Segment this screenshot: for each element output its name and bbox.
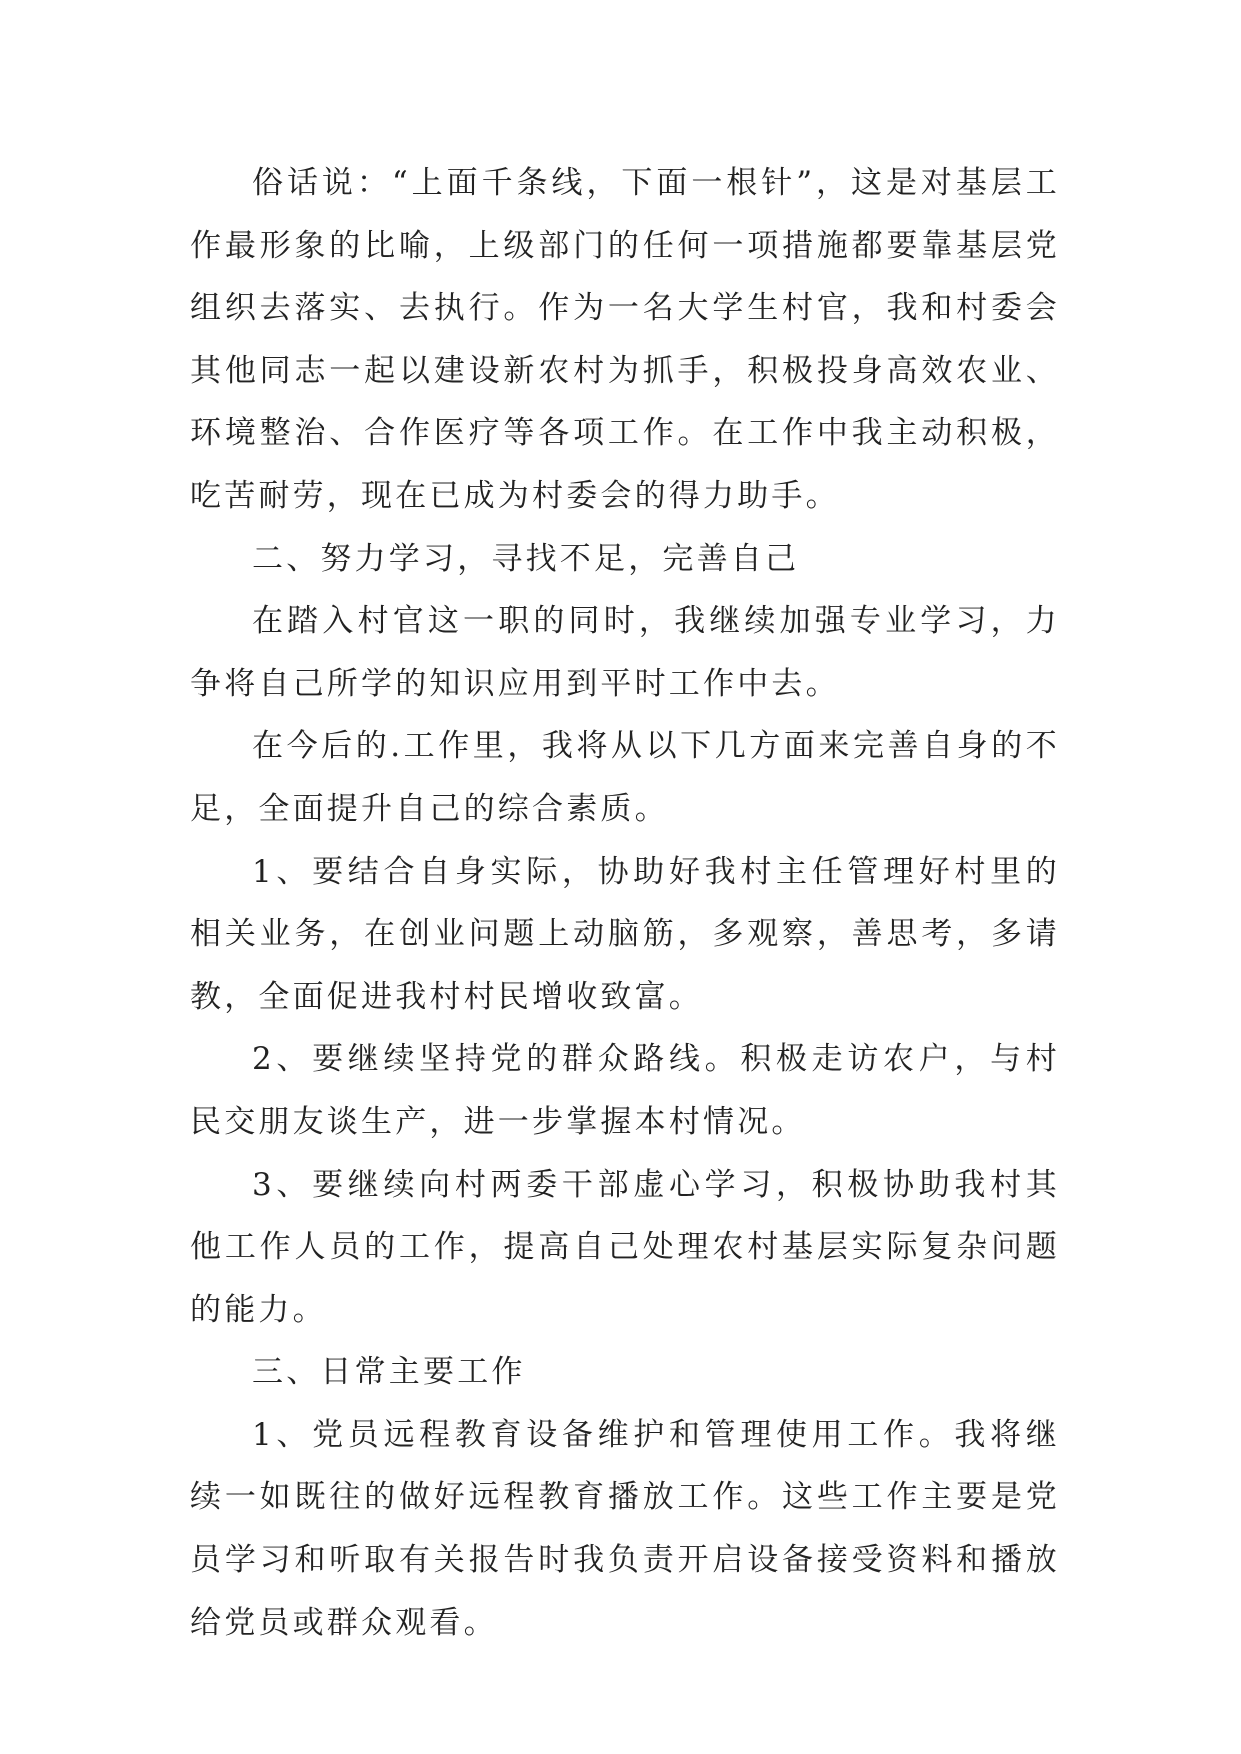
paragraph-improve: 在今后的.工作里，我将从以下几方面来完善自身的不足，全面提升自己的综合素质。	[190, 728, 1060, 827]
daily-work-item-1: 1、党员远程教育设备维护和管理使用工作。我将继续一如既往的做好远程教育播放工作。这些工作主要是党员学习和听取有关报告时我负责开启设备接受资料和播放给党员或群众观看。	[190, 1416, 1060, 1641]
section-heading-2: 二、努力学习，寻找不足，完善自己	[252, 540, 800, 577]
list-item-1: 1、要结合自身实际，协助好我村主任管理好村里的相关业务，在创业问题上动脑筋，多观察，善思考，多请教，全面促进我村村民增收致富。	[190, 853, 1060, 1015]
list-item-2: 2、要继续坚持党的群众路线。积极走访农户，与村民交朋友谈生产，进一步掌握本村情况。	[190, 1041, 1060, 1140]
section-heading-3: 三、日常主要工作	[252, 1354, 526, 1391]
paragraph-study: 在踏入村官这一职的同时，我继续加强专业学习，力争将自己所学的知识应用到平时工作中去。	[190, 603, 1060, 702]
paragraph-intro: 俗话说：“上面千条线，下面一根针”，这是对基层工作最形象的比喻，上级部门的任何一项措施都要靠基层党组织去落实、去执行。作为一名大学生村官，我和村委会其他同志一起以建设新农村为抓手，积极投身高效农业、环境整治、合作医疗等各项工作。在工作中我主动积极，吃苦耐劳，现在已成为村委会的得力助手。	[190, 165, 1060, 514]
list-item-3: 3、要继续向村两委干部虚心学习，积极协助我村其他工作人员的工作，提高自己处理农村基层实际复杂问题的能力。	[190, 1166, 1060, 1328]
document-body	[190, 152, 1060, 1654]
